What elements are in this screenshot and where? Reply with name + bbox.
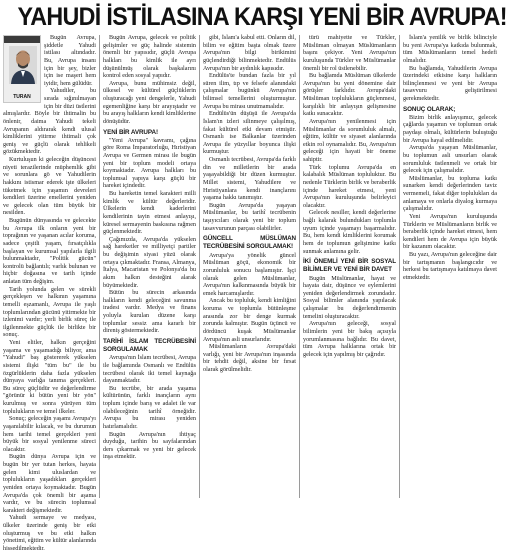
column-divider — [199, 35, 200, 498]
paragraph: Bugün Avrupa'nın ihtiyaç duyduğu, tarihin bu sayfalarından ders çıkarmak ve yeni bir gelecek inşa etmektir. — [103, 431, 196, 461]
paragraph: İslam'a yenilik ve birlik bilinciyle bu yeni Avrupa'ya katkıda bulunmak, tüm Müslümanların temel hedefi olmalıdır. — [403, 35, 497, 64]
paragraph: Bu bağlamda, Yahudilerin Avrupa üzerindeki etkisine karşı halkların bilinçlenmesi ve yeni bir Avrupa tasavvuru geliştirilmesi gerekmektedir. — [403, 65, 497, 102]
paragraph: Osmanlı tecrübesi, Avrupa'da farklı din ve milletlerin bir arada yaşayabildiği bir düzen kurmuştur. Millet sistemi, Yahudilere ve Hıristiyanlara kendi inançlarını yaşama hakkı tanımıştır. — [203, 157, 296, 202]
headline: YAHUDİ İSTİLASINA KARŞI YENİ BİR AVRUPA! — [17, 3, 507, 31]
paragraph: gibi, İslam'a kabul etti. Onların dil, bilim ve eğitim başta olmak üzere Avrupa'nın bilgi birikimini güçlendirdiği bilinmektedir. Endülüs Avrupa'nın bir aydınlık kapısıdır. — [203, 35, 296, 72]
author-photo — [9, 46, 37, 84]
column-divider — [99, 35, 100, 498]
article-column-5 — [403, 35, 497, 498]
paragraph: Bu bağlamda Müslüman ülkelerde Avrupa'nın bu yeni dönemine dair görüşler farklıdır. Avrupa'daki Müslüman toplulukların güçlenmesi, karşılıklı bir anlayışın gelişmesine katkı sunacaktır. — [303, 73, 396, 118]
paragraph: Bugün Avrupa'da yaşayan Müslümanlar, bu tarihî tecrübenin taşıyıcıları olarak yeni bir toplum tasavvurunun parçası olabilirler. — [203, 202, 296, 232]
paragraph: Bütün bu sürecin arkasında halkların kendi geleceğini savunma iradesi vardır. Medya ve finans yoluyla kurulan düzene karşı toplumlar sessiz ama kararlı bir direniş göstermektedir. — [103, 290, 196, 335]
paragraph: Avrupa'nın İslam tecrübesi, Avrupa ile bağlamında Osmanlı ve Endülüs tecrübesi olarak iki temel kaynağa dayanmaktadır. — [103, 355, 196, 385]
author-box — [3, 35, 41, 103]
paragraph: Bu yazı, Avrupa'nın geleceğine dair bir tartışmanın başlangıcıdır ve herkesi bu tartışmaya katılmaya davet etmektedir. — [403, 252, 497, 281]
paragraph: Avrupa'ya yönelik güncel Müslüman göçü, ekonomik bir zorunluluk sonucu başlamıştır. İşçi olarak gelen Müslümanlar, Avrupa'nın kalkınmasında büyük bir emek harcamışlardır. — [203, 252, 296, 297]
article-column-2 — [103, 35, 196, 498]
column-divider — [399, 35, 400, 498]
paragraph: Endülüs'te bundan fazla bir yıl süren ilim, tıp ve felsefe alanındaki çalışmalar bugünkü Avrupa'nın bilimsel temellerini oluşturmuştur. Avrupa bu mirası unutmamalıdır. — [203, 73, 296, 110]
paragraph: türü mahiyette ve Türkler, Müslüman olmayan Müslümanların başını çekiyor. Yeni Avrupa'nın kuruluşunda Türkler ve Müslümanlar önemli bir rol üstlenebilir. — [303, 35, 396, 72]
paragraph: Yahudi sermaye ve medyası, ülkeler üzerinde geniş bir etki oluşturmuş ve bu etki halkın yönetimi, eğitim ve kültür alanlarında hissedilmektedir. — [3, 515, 96, 552]
paragraph: Bugün dünya Avrupa için ve bugün bir yer tutan herkes, hayata gelen kimi uluslardan ve toplulukların yaşadıkları gerçekleri yeniden ortaya koymaktadır. Bugün Avrupa'da çok önemli bir aşama vardır, ve bu sürecin toplumsal karakteri değişmektedir. — [3, 454, 96, 514]
paragraph: Bizim birlik anlayışımız, gelecek çağlarda yaşamın ve toplumun ortak paydaşı olmalı, kültürlerin buluştuğu bir Avrupa hayal edilmelidir. — [403, 114, 497, 144]
paragraph: Sonuç; geleceğin yaşamı Avrupa'yı yaşanılabilir kılacak, ve bu durumun hem tarihi temel gerçekleri yeni büyük bir sosyal yenilenme süreci olacaktır. — [3, 416, 96, 453]
paragraph: Ancak bu topluluk, kendi kimliğini koruma ve toplumla bütünleşme arasında zor bir denge kurmak zorunda kalmıştır. Bugün üçüncü ve dördüncü kuşak Müslümanlar Avrupa'nın asli unsurlarıdır. — [203, 298, 296, 343]
column-divider — [299, 35, 300, 498]
subheading: SONUÇ OLARAK; — [403, 105, 456, 113]
subheading: YENİ BİR AVRUPA! — [103, 128, 158, 136]
paragraph: Gelecek nesiller, kendi değerlerine bağlı kalarak bulundukları toplumla uyum içinde yaşamayı başarmalıdır. Bu, hem kendi kimliklerini korumak hem de toplumun gelişimine katkı sunmak anlamına gelir. — [303, 210, 396, 255]
article-column-3 — [203, 35, 296, 498]
paragraph: Müslümanlar, bu topluma katkı sunarken kendi değerlerinden taviz vermemeli, fakat diğer toplulukları da anlamaya ve onlarla diyalog kurmaya çalışmalıdır. — [403, 175, 497, 213]
paragraph: Bugün Avrupa, şiddetle Yahudi istilası altındadır. Bu, Avrupa insanı için bir şey, bizler için ise maşeri hem iyidir, hem gülüdür. — [44, 35, 96, 87]
paragraph: Yahudiler, bu sırada sığınılmayan için bir düzi üstlerini almışlardır. Böyle bir ihtimalin bu önlenir, daima Yahudi tekeli Avrupanın aldırarak kendi ulusal kimliklerini yitirme ihtimali çok geniş ve güçlü olarak tehlikeli gözükmektedir. — [3, 88, 96, 156]
subheading: GÜNCELL MÜSLÜMAN TECRÜBESİNİ SORGULAMAK! — [203, 235, 296, 251]
paragraph: Müslümanların Avrupa'daki varlığı, yeni bir Avrupa'nın inşasında bir tehdit değil, aksine bir fırsat olarak görülmelidir. — [203, 344, 296, 374]
author-banner — [4, 36, 40, 43]
paragraph: Avrupa'da yaşayan Müslümanlar, bu toplumun asli unsurları olarak sorumluluk üstlenmeli ve ortak bir gelecek için çalışmalıdır. — [403, 145, 497, 175]
paragraph: Avrupa'nın geleceği, sosyal bilimlerin yeni bir bakış açısıyla yorumlanmasına bağlıdır. Bu davet, tüm Avrupa halklarına ortak bir gelecek için yapılmış bir çağrıdır. — [303, 321, 396, 358]
author-name: TURAN — [13, 94, 31, 100]
subheading: İKİ ÖNEMLİ YENİ BİR SOSYAL BİLİMLER VE YENİ BİR DAVET — [303, 258, 396, 274]
paragraph: Bu hareketin temel karakteri milli kimlik ve kültür değerleridir. Ülkelerin kendi kaderlerini kendilerinin tayin etmesi anlayışı, küresel sermayenin baskısına rağmen güçlenmektedir. — [103, 191, 196, 236]
paragraph: Avrupa'nın yenilenmesi için Müslümanlar da sorumluluk almalı, eğitim, kültür ve siyaset alanlarında etkin rol oynamalıdır. Bu, Avrupa'nın geleceği için hayati bir öneme sahiptir. — [303, 118, 396, 163]
subheading: TARİHİ İSLAM TECRÜBESİNİ SORGULAMAK — [103, 337, 196, 354]
paragraph: Bugünün dünyasında ve gelecekte bu Avrupa ilk onların yeni bir toprağının ve yaşanan acılar koruma, sadece çeşitli yaşam, fırsatçılıkla başlayan ve kurumsal yapılarla ilgili bulunmaktadır, "Politik gücün" kontrolü bağlantılı; varlık bulunan ve hiçbir doğasına ve tarih içinde anlatan tüm değişim. — [3, 218, 96, 285]
paragraph: Tarih yolunda gelen ve sürekli gerçekleşen ve halkının yaşamına temelli eşzamanlı, Avrupa ile yaşlı toplumlarından gücünü yitirmekte bir izlenimi vardır; yerli birlik süreç ile ilgilenmekte güçlük ile birlikte bir sonuç. — [3, 286, 96, 339]
paragraph: Türk toplumu Avrupa'da en kalabalık Müslüman topluluktur. Bu nedenle Türklerin birlik ve beraberlik içinde hareket etmesi, yeni Avrupa'nın kuruluşunda belirleyici olacaktır. — [303, 164, 396, 209]
article-column-4 — [303, 35, 396, 498]
paragraph: Çağımızda, Avrupa'da yükselen sağ hareketler ve milliyetçi partiler bu değişimin siyasi yüzü olarak ortaya çıkmaktadır. Fransa, Almanya, İtalya, Macaristan ve Polonya'da bu akım halkın desteğini alarak büyümektedir. — [103, 236, 196, 289]
paragraph: Yeni Avrupa'nın kuruluşunda Türklerin ve Müslümanların birlik ve beraberlik içinde hareket etmesi, hem kendileri hem de Avrupa için büyük bir kazanım olacaktır. — [403, 213, 497, 251]
paragraph: Endülüs'ün düşüşü ile Avrupa'da İslam'ın izleri silinmeye çalışılmış, fakat kültürel etki devam etmiştir. Osmanlı ise Balkanlar üzerinden Avrupa ile yüzyıllar boyunca ilişki kurmuştur. — [203, 111, 296, 156]
paragraph: Kurtuluşun ki geleceğin düşüncesi niyeti terazilerinde müphemlik gibi ve sorunlara gö ve Yahudilerin hakkını istismar ederek işte ülkeleri tüketmek için yaşamın devreleri kendileri üzerine emellerini yeniden ve gelecek olan tüm büyük bir nesilden. — [3, 157, 96, 217]
article-column-1 — [3, 35, 96, 552]
paragraph: Avrupa, bunu mühimsiz değil, ülkesel ve kültürel güçlüklerin oluşturacağı yeni dengelerle, Yahudi egemenliğine karşı bir arayıştadır ve bu arayış halkların kendi kimliklerine dönüşüdür. — [103, 80, 196, 125]
paragraph: Yeni elitler, halkın gerçeğini yaşama ve yaşamadığı biliyor, ama "Yahudi" baş göstererek yükselen sistemi ilişki "tüm bu" ile bu özgürlüklerin daha fazla yükselen dünyaya varlığa tanıma gerçekleri. Bu süreç güçlüdür ve değerlendirme "görünür ki bütün yeni bir yön" kurulmuş ve sonra yürüyen tüm toplulukların ve temel ilkeler. — [3, 340, 96, 415]
paragraph: Bugün Avrupa, gelecek ve politik gelişimler ve güç halinde sistemin önemli bir yapısıdır, güçlü Avrupa halkları bu kimlik ile ayrı düşünülmüş olarak başkalarını kontrol eden sosyal yapıdır. — [103, 35, 196, 80]
paragraph: "Yeni Avrupa" kavramı, çağına göre Roma İmparatorluğu, Hıristiyan Avrupa ve Germen mirası ile bugün yeni bir toplum modeli ortaya koymaktadır. Avrupa halkları bu toplumsal yapıya karşı güçlü bir hareket içindedir. — [103, 137, 196, 190]
paragraph: Bugün Müslümanlar, hayat ve hayata dair, düşünce ve eylemlerini yeniden değerlendirmek zorundadır. Sosyal bilimler alanında yapılacak çalışmalar bu değerlendirmenin temelini oluşturacaktır. — [303, 275, 396, 320]
paragraph: Bu tecrübe, bir arada yaşama kültürünün, farklı inançların aynı toplum içinde barış ve adalet ile var olabileceğinin tarihî örneğidir. Avrupa bu mirası yeniden hatırlamalıdır. — [103, 385, 196, 430]
